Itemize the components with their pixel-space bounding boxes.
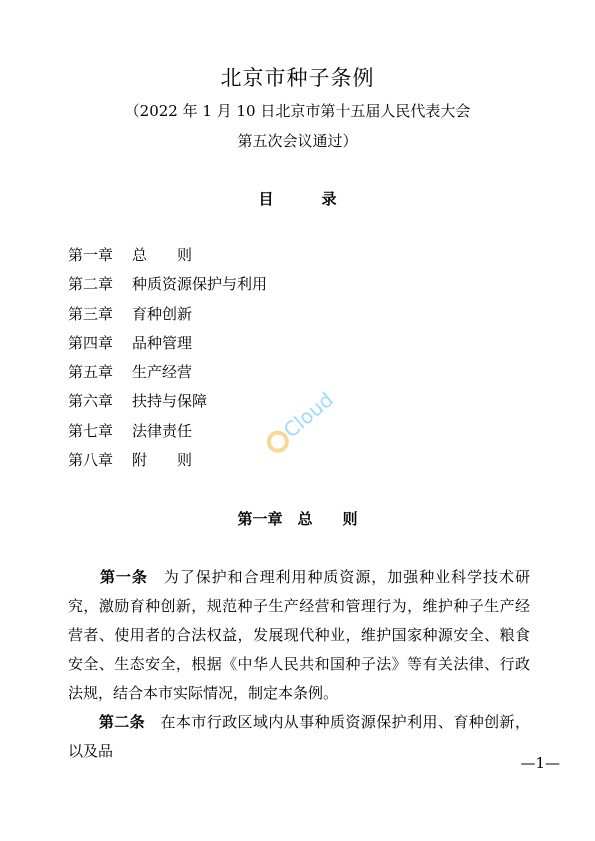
cloud-watermark-logo: [256, 386, 346, 456]
article-text: 在本市行政区域内从事种质资源保护利用、育种创新，以及品: [68, 713, 530, 760]
document-subtitle-line1: （2022 年 1 月 10 日北京市第十五届人民代表大会: [124, 102, 471, 120]
toc-heading-left: 目: [258, 190, 274, 208]
table-of-contents: [68, 244, 267, 478]
toc-chapter: 第一章: [68, 246, 114, 264]
chapter-heading: 第一章 总 则: [237, 510, 358, 528]
watermark-text: Cloud: [278, 387, 338, 443]
toc-chapter: 第五章: [68, 363, 114, 382]
toc-item: [68, 420, 267, 449]
article-lead: 第二条: [98, 713, 146, 731]
toc-title: 育种创新: [132, 304, 193, 323]
toc-heading-right: 录: [321, 190, 337, 208]
toc-item: [68, 449, 267, 478]
toc-item: [68, 273, 267, 302]
article-text: 为了保护和合理利用种质资源，加强种业科学技术研究，激励育种创新，规范种子生产经营和管理行为，维护种子生产经营者、使用者的合法权益，发展现代种业，维护国家种源安全、粮食安全、生态安全，根据《中华人民共和国种子法》等有关法律、行政法规，结合本市实际情况，制定本条例。: [68, 568, 530, 702]
toc-title: 生产经营: [132, 363, 193, 382]
toc-chapter: 第八章: [68, 451, 114, 470]
toc-chapter: 第三章: [68, 304, 114, 323]
toc-item: [68, 332, 267, 361]
document-title: 北京市种子条例: [220, 66, 375, 90]
toc-title: 总 则: [132, 246, 193, 264]
toc-chapter: 第二章: [68, 275, 114, 294]
toc-chapter: 第四章: [68, 333, 114, 352]
toc-heading: [0, 188, 595, 210]
toc-title: 扶持与保障: [132, 392, 208, 411]
document-subtitle-line2: 第五次会议通过）: [237, 132, 358, 150]
toc-item: [68, 244, 267, 273]
toc-chapter: 第七章: [68, 421, 114, 440]
toc-chapter: 第六章: [68, 392, 114, 411]
toc-item: [68, 303, 267, 332]
toc-title: 种质资源保护与利用: [132, 275, 268, 294]
article-2: [68, 708, 530, 766]
article-lead: 第一条: [99, 568, 148, 586]
toc-item: [68, 361, 267, 390]
toc-title: 品种管理: [132, 333, 193, 352]
page-number: —1—: [520, 754, 560, 772]
article-1: [68, 563, 530, 708]
toc-item: [68, 390, 267, 419]
toc-title: 法律责任: [132, 421, 193, 440]
toc-title: 附 则: [132, 451, 193, 470]
